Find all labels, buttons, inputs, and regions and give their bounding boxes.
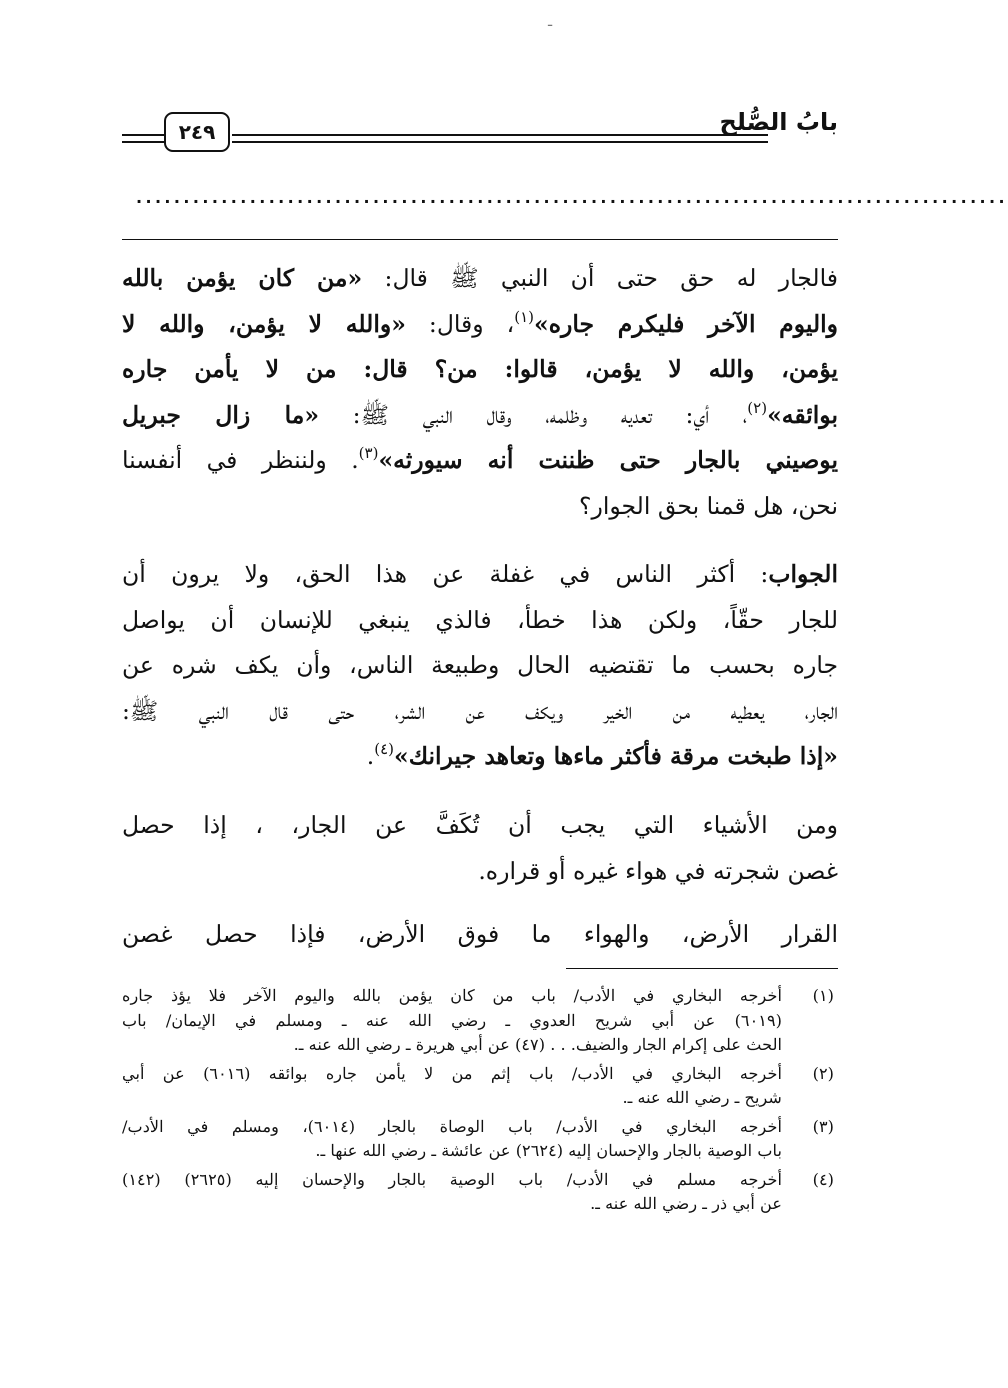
text-run: . ولننظر في أنفسنا: [122, 446, 359, 474]
hadith-quote: يؤمن، والله لا يؤمن، قالوا: من؟ قال: من لا يأمن جاره: [122, 355, 838, 383]
chapter-title: بابُ الصُّلح: [719, 108, 838, 136]
footnote-ref: (٢): [747, 398, 768, 417]
hadith-quote: يوصيني بالجار حتى ظننت أنه سيورثه»: [378, 446, 838, 474]
text-line: غصن شجرته في هواء غيره أو قراره.: [478, 856, 838, 885]
header-rule: [122, 134, 166, 136]
footnote-line: أخرجه مسلم في الأدب/ باب الوصية بالجار والإحسان إليه (٢٦٢٥) (١٤٢): [122, 1169, 782, 1189]
hadith-quote: واليوم الآخر فليكرم جاره»: [534, 309, 838, 338]
text-run: ، وقال:: [405, 309, 515, 338]
text-line: الجار، يعطيه من الخير ويكف عن الشر، حتى قال النبي ﷺ:: [122, 696, 838, 725]
footnote-ref: (٣): [358, 444, 379, 462]
header-rule: [232, 134, 768, 136]
text-run: ، أي: تعديه وظلمه، وقال النبي ﷺ:: [319, 400, 748, 429]
text-line: [122, 552, 838, 598]
text-line: [122, 438, 838, 484]
footnote-line: (٦٠١٩) عن أبي شريح العدوي ـ رضي الله عنه ـ ومسلم في الإيمان/ باب: [122, 1010, 782, 1030]
text-line: [122, 484, 838, 530]
footnote: [122, 1062, 838, 1111]
paragraph-2: [122, 552, 838, 780]
footnote: [122, 1168, 838, 1217]
text-run: .: [366, 742, 375, 770]
hadith-quote: بوائقه»: [767, 400, 838, 429]
paragraph-1: [122, 256, 838, 529]
paragraph-4: [122, 912, 838, 958]
header-rule: [122, 141, 166, 143]
answer-label: الجواب: [768, 560, 838, 588]
paragraph-3: [122, 803, 838, 894]
footnote-line: باب الوصية بالجار والإحسان إليه (٢٦٢٤) عن عائشة ـ رضي الله عنها ـ.: [315, 1141, 782, 1160]
text-line: للجار حقّاً، ولكن هذا خطأ، فالذي ينبغي للإنسان أن يواصل: [122, 605, 838, 634]
page-number: ٢٤٩: [164, 112, 230, 152]
text-line: [122, 734, 838, 780]
footnote-number: (٤): [812, 1169, 834, 1189]
footnote-ref: (١): [514, 307, 534, 326]
section-rule: [122, 239, 838, 240]
footnote-line: الحث على إكرام الجار والضيف. . . (٤٧) عن أبي هريرة ـ رضي الله عنه ـ.: [293, 1035, 782, 1054]
footnote-line: أخرجه البخاري في الأدب/ باب من كان يؤمن بالله واليوم الآخر فلا يؤذ جاره: [122, 986, 782, 1005]
text-line: جاره بحسب ما تقتضيه الحال وطبيعة الناس، وأن يكف شره عن: [122, 651, 838, 679]
footnote: [122, 984, 838, 1058]
hadith-quote: «ما زال جبريل: [122, 400, 320, 429]
page-header: [122, 108, 838, 154]
footnotes: [122, 984, 838, 1221]
footnote-line: أخرجه البخاري في الأدب/ باب الوصاة بالجار (٦٠١٤)، ومسلم في الأدب/: [122, 1116, 782, 1136]
footnote-ref: (٤): [374, 740, 395, 758]
footnote-line: شريح ـ رضي الله عنه ـ.: [622, 1088, 782, 1107]
footnote: [122, 1115, 838, 1164]
text-line: [122, 302, 838, 348]
footnote-number: (٣): [812, 1116, 834, 1136]
text-run: فالجار له حق حتى أن النبي ﷺ قال:: [362, 264, 838, 292]
footnote-line: أخرجه البخاري في الأدب/ باب إثم من لا يأمن جاره بوائقه (٦٠١٦) عن أبي: [122, 1063, 782, 1083]
dotted-separator: ............................................................................................: [136, 188, 1008, 207]
scan-mark: ـ: [548, 14, 553, 30]
hadith-quote: «إذا طبخت مرقة فأكثر ماءها وتعاهد جيرانك»: [394, 742, 838, 770]
text-run: نحن، هل قمنا بحق الجوار؟: [579, 491, 838, 520]
footnote-line: عن أبي ذر ـ رضي الله عنه ـ.: [590, 1194, 782, 1213]
header-rule: [232, 141, 768, 143]
text-line: القرار الأرض، والهواء ما فوق الأرض، فإذا حصل غصن: [122, 920, 838, 948]
hadith-quote: «والله لا يؤمن، والله لا: [122, 309, 406, 338]
text-line: [122, 347, 838, 393]
text-line: [122, 256, 838, 302]
text-run: : أكثر الناس في غفلة عن هذا الحق، ولا يرون أن: [122, 560, 769, 588]
text-line: ومن الأشياء التي يجب أن تُكَفَّ عن الجار، ، إذا حصل: [122, 811, 838, 839]
footnote-number: (١): [812, 986, 834, 1005]
footnote-number: (٢): [812, 1063, 834, 1083]
footnote-rule: [566, 968, 838, 969]
hadith-quote: «من كان يؤمن بالله: [122, 264, 363, 292]
text-line: [122, 393, 838, 439]
